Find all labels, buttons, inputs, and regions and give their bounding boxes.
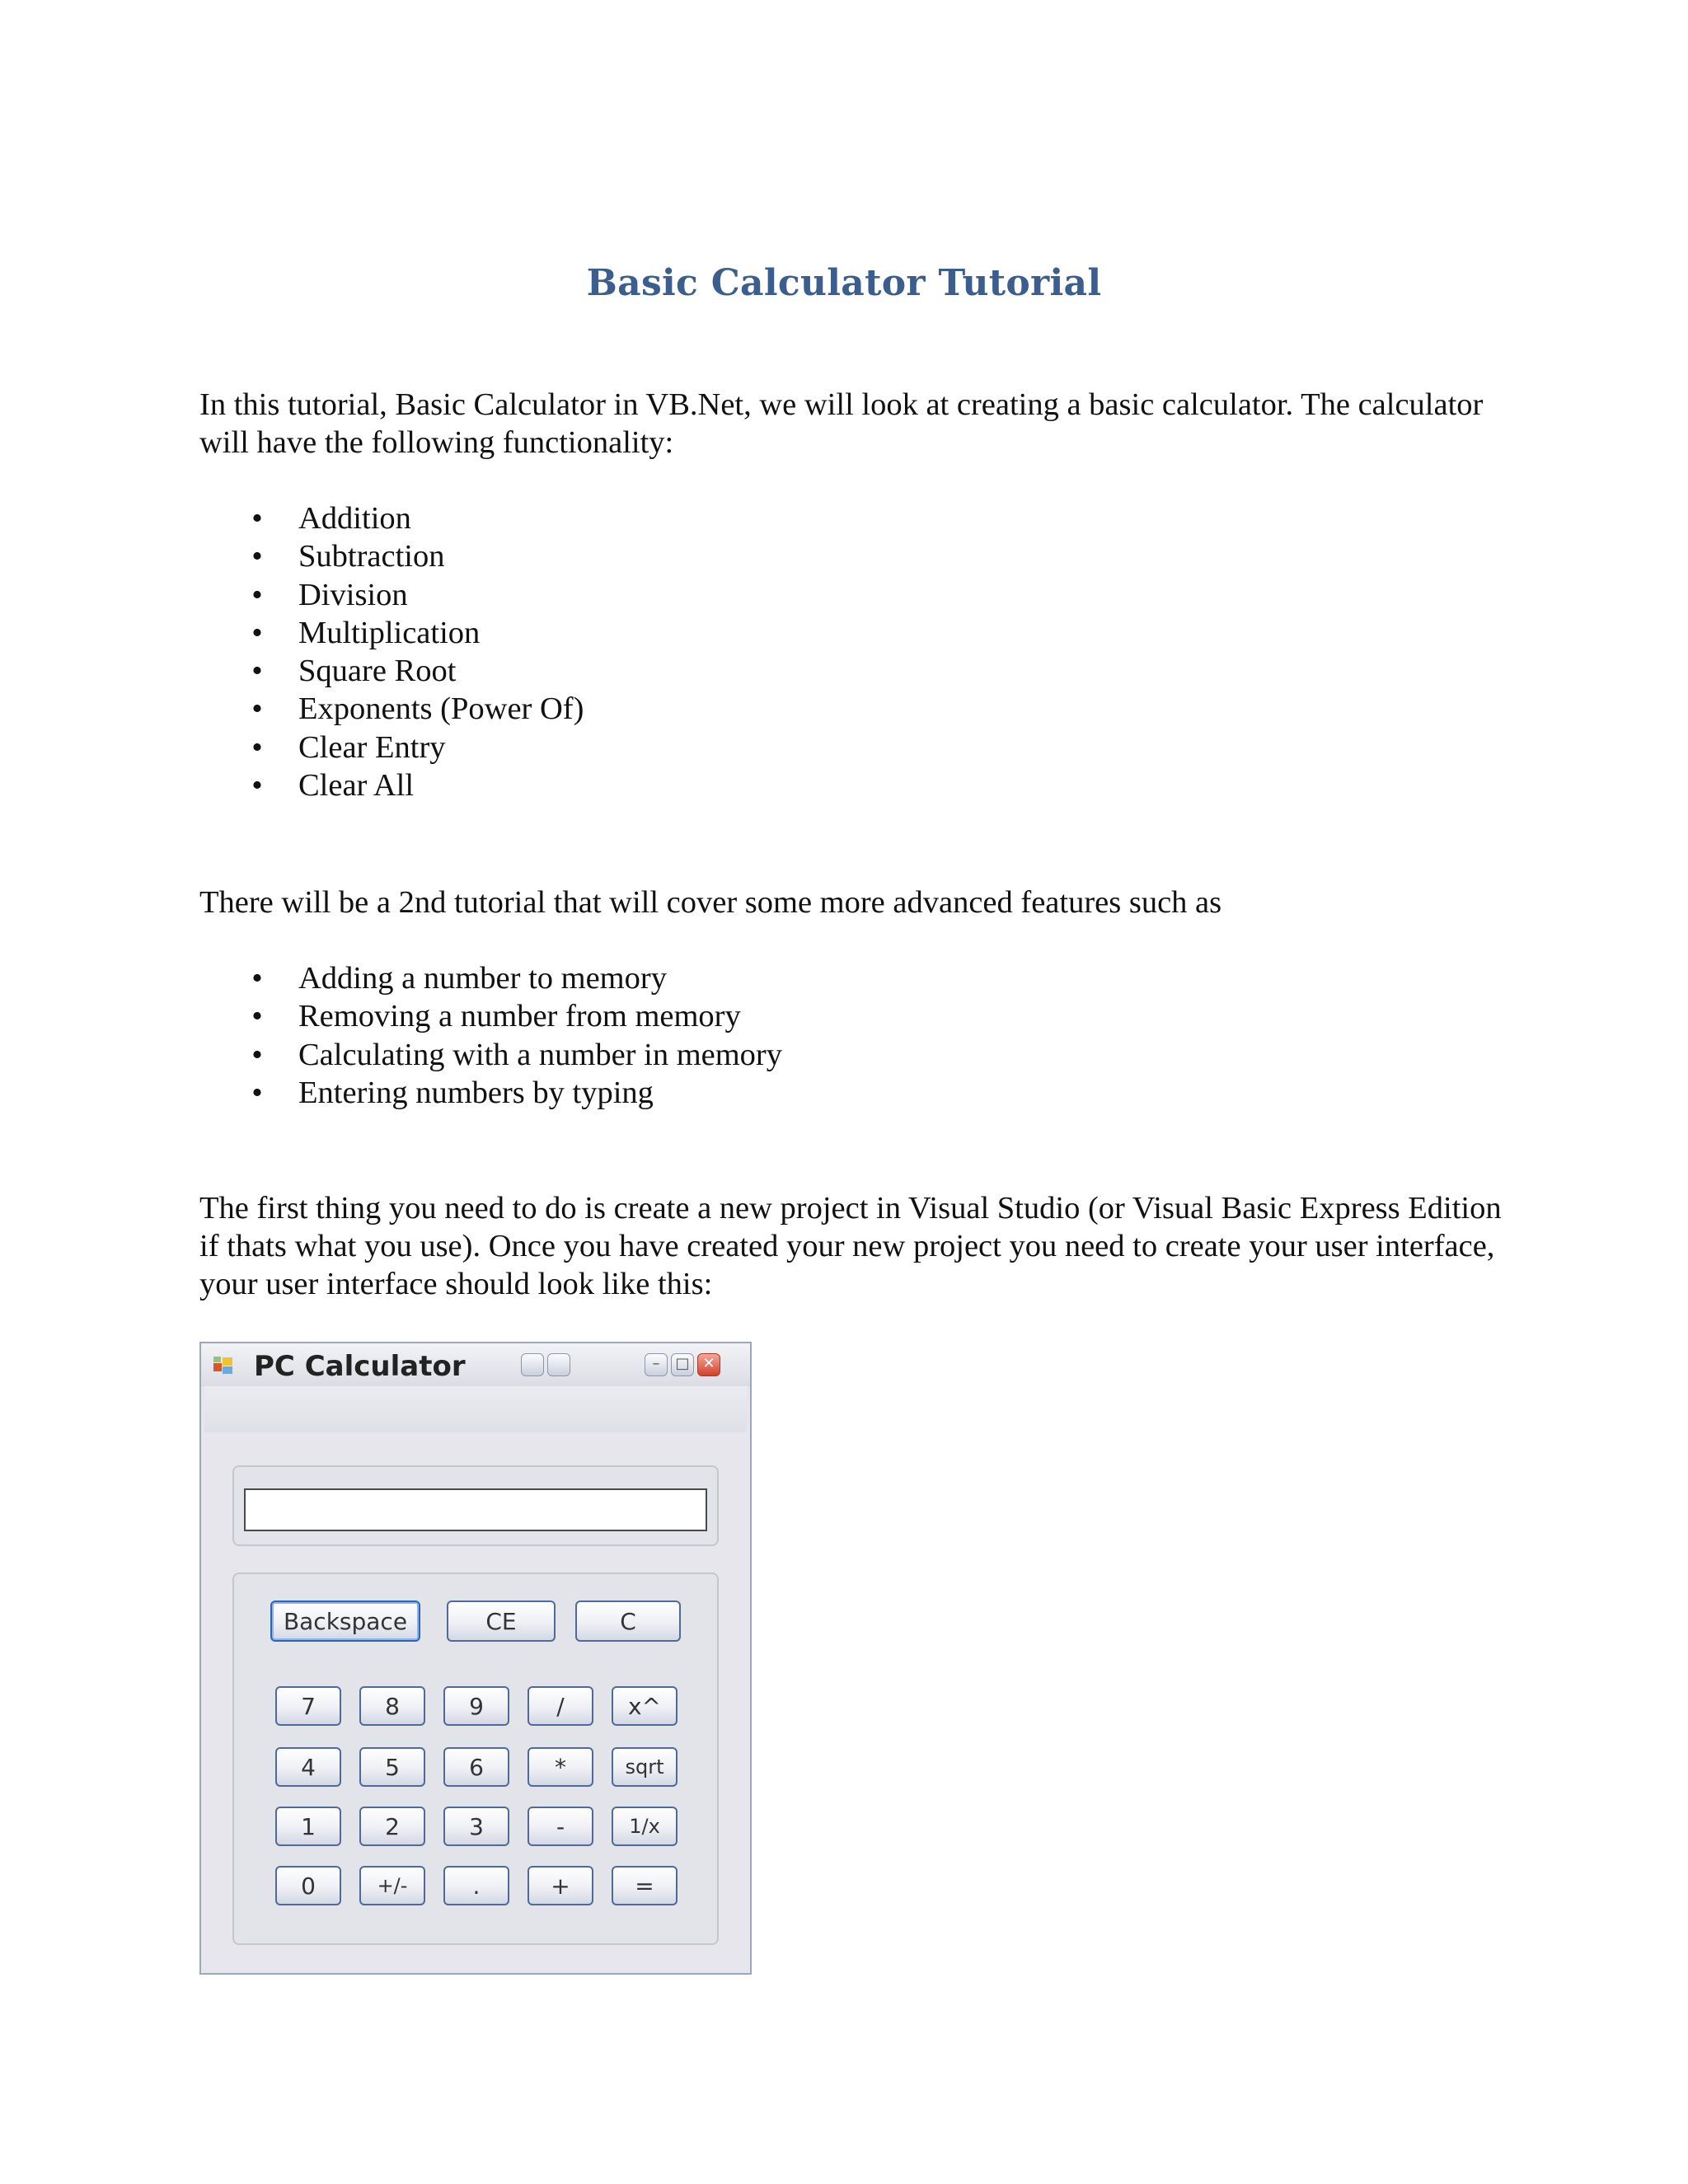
advanced-feature-label: Removing a number from memory <box>298 999 741 1034</box>
help-icon[interactable] <box>521 1353 544 1376</box>
feature-label: Addition <box>298 501 411 536</box>
feature-item <box>199 537 584 575</box>
key-button[interactable]: - <box>528 1807 593 1846</box>
key-button[interactable]: 2 <box>359 1807 425 1846</box>
feature-label: Exponents (Power Of) <box>298 691 584 727</box>
feature-label: Clear Entry <box>298 729 446 765</box>
bullet-icon: • <box>251 961 263 996</box>
key-button[interactable]: sqrt <box>612 1747 678 1787</box>
minimize-button[interactable]: – <box>645 1353 668 1376</box>
key-button[interactable]: 7 <box>275 1686 341 1726</box>
clear-button[interactable]: C <box>575 1601 681 1642</box>
key-button[interactable]: 1 <box>275 1807 341 1846</box>
key-button[interactable]: . <box>443 1866 509 1905</box>
bullet-icon: • <box>251 768 263 804</box>
second-paragraph: There will be a 2nd tutorial that will cover some more advanced features such as <box>199 885 1222 920</box>
key-button[interactable]: 0 <box>275 1866 341 1905</box>
key-button[interactable]: 9 <box>443 1686 509 1726</box>
app-icon <box>213 1356 234 1376</box>
feature-item <box>199 576 584 614</box>
feature-label: Square Root <box>298 654 457 689</box>
key-button[interactable]: 8 <box>359 1686 425 1726</box>
feature-item <box>199 614 584 652</box>
backspace-button[interactable]: Backspace <box>270 1601 420 1642</box>
key-button[interactable]: 6 <box>443 1747 509 1787</box>
bullet-icon: • <box>251 1037 263 1072</box>
bullet-icon: • <box>251 691 263 727</box>
third-paragraph: The first thing you need to do is create a new project in Visual Studio (or Visual Basic Express Edition if thats what you use). Once you have created your new project you need to create your user interface, your user interface should look like this: <box>199 1191 1502 1301</box>
bullet-icon: • <box>251 654 263 689</box>
bullet-icon: • <box>251 501 263 536</box>
maximize-button[interactable]: □ <box>671 1353 694 1376</box>
intro-paragraph: In this tutorial, Basic Calculator in VB.Net, we will look at creating a basic calculator. The calculator will have the following functionality: <box>199 387 1484 460</box>
advanced-feature-label: Adding a number to memory <box>298 961 667 996</box>
advanced-feature-item <box>199 1036 782 1074</box>
key-button[interactable]: * <box>528 1747 593 1787</box>
advanced-feature-label: Calculating with a number in memory <box>298 1037 782 1072</box>
advanced-feature-item <box>199 1074 782 1112</box>
feature-item <box>199 652 584 690</box>
key-button[interactable]: 3 <box>443 1807 509 1846</box>
advanced-feature-label: Entering numbers by typing <box>298 1075 654 1110</box>
key-button[interactable]: x^ <box>612 1686 678 1726</box>
bullet-icon: • <box>251 1075 263 1110</box>
feature-item <box>199 766 584 804</box>
feature-label: Division <box>298 577 408 612</box>
key-button[interactable]: 5 <box>359 1747 425 1787</box>
close-button[interactable]: ✕ <box>697 1353 720 1376</box>
calculator-titlebar <box>201 1343 750 1386</box>
bullet-icon: • <box>251 729 263 765</box>
key-button[interactable]: = <box>612 1866 678 1905</box>
menu-band <box>204 1386 747 1432</box>
context-icon[interactable] <box>547 1353 570 1376</box>
key-button[interactable]: 4 <box>275 1747 341 1787</box>
feature-label: Subtraction <box>298 539 445 574</box>
key-button[interactable]: 1/x <box>612 1807 678 1846</box>
bullet-icon: • <box>251 999 263 1034</box>
window-title: PC Calculator <box>254 1350 466 1383</box>
feature-item <box>199 729 584 766</box>
advanced-features-list <box>199 959 782 1112</box>
page-title: Basic Calculator Tutorial <box>586 262 1102 304</box>
feature-label: Multiplication <box>298 615 481 650</box>
feature-label: Clear All <box>298 768 415 804</box>
key-button[interactable]: / <box>528 1686 593 1726</box>
display-field[interactable] <box>244 1488 707 1531</box>
advanced-feature-item <box>199 997 782 1035</box>
bullet-icon: • <box>251 615 263 650</box>
key-button[interactable]: + <box>528 1866 593 1905</box>
bullet-icon: • <box>251 539 263 574</box>
key-button[interactable]: +/- <box>359 1866 425 1905</box>
bullet-icon: • <box>251 577 263 612</box>
advanced-feature-item <box>199 959 782 997</box>
features-list <box>199 499 584 804</box>
feature-item <box>199 499 584 537</box>
calculator-window <box>199 1342 752 1975</box>
feature-item <box>199 690 584 728</box>
clear-entry-button[interactable]: CE <box>447 1601 556 1642</box>
